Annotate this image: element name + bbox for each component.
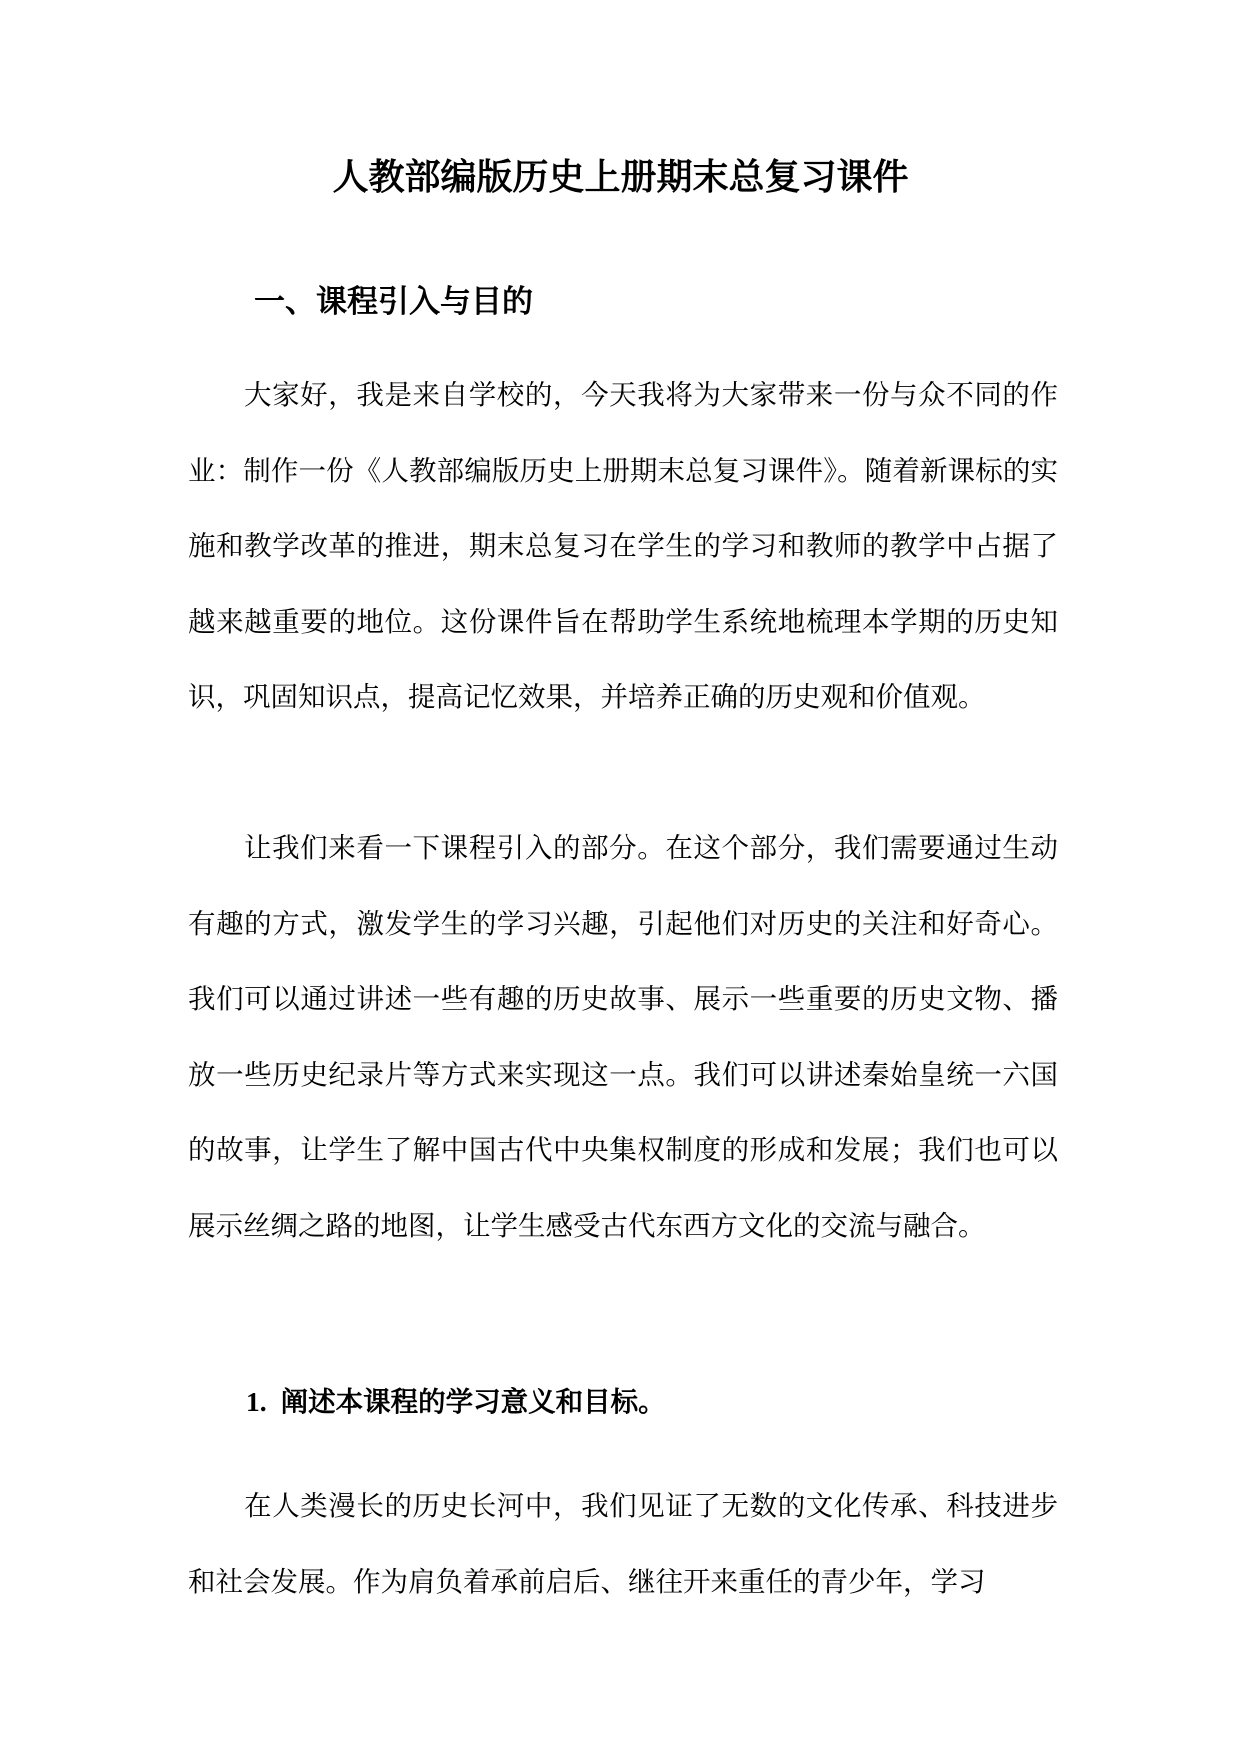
- subsection-heading: [246, 1378, 666, 1426]
- paragraph-significance: 在人类漫长的历史长河中，我们见证了无数的文化传承、科技进步和社会发展。作为肩负着承前启后、继往开来重任的青少年，学习: [188, 1490, 1058, 1598]
- subsection-heading-text: 阐述本课程的学习意义和目标。: [280, 1386, 666, 1418]
- subsection-number: 1.: [246, 1386, 267, 1417]
- section-heading: 一、课程引入与目的: [254, 284, 533, 320]
- document-title: 人教部编版历史上册期末总复习课件: [332, 156, 909, 198]
- paragraph-course-intro: 让我们来看一下课程引入的部分。在这个部分，我们需要通过生动有趣的方式，激发学生的学习兴趣，引起他们对历史的关注和好奇心。我们可以通过讲述一些有趣的历史故事、展示一些重要的历史文物、播放一些历史纪录片等方式来实现这一点。我们可以讲述秦始皇统一六国的故事，让学生了解中国古代中央集权制度的形成和发展；我们也可以展示丝绸之路的地图，让学生感受古代东西方文化的交流与融合。: [188, 832, 1058, 1242]
- paragraph-intro: 大家好，我是来自学校的，今天我将为大家带来一份与众不同的作业：制作一份《人教部编版历史上册期末总复习课件》。随着新课标的实施和教学改革的推进，期末总复习在学生的学习和教师的教学中占据了越来越重要的地位。这份课件旨在帮助学生系统地梳理本学期的历史知识，巩固知识点，提高记忆效果，并培养正确的历史观和价值观。: [188, 379, 1058, 713]
